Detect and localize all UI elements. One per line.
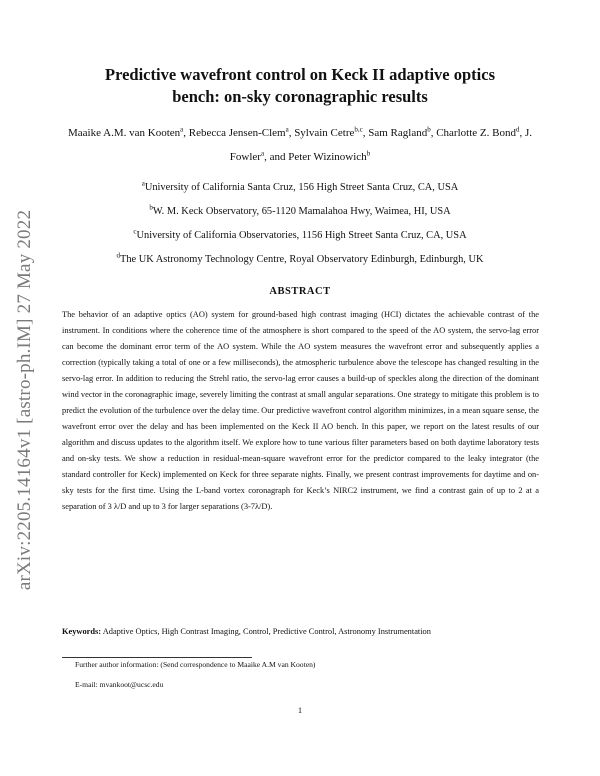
footnote-rule (62, 657, 252, 658)
author: Maaike A.M. van Kooten$^a$ (68, 125, 184, 139)
page-number: 1 (297, 705, 303, 715)
title-line-2: bench: on-sky coronagraphic results (172, 87, 428, 106)
keywords (62, 624, 539, 640)
arxiv-sidebar (10, 190, 40, 610)
arxiv-identifier: arXiv:2205.14164v1 [astro-ph.IM] 27 May 2022 (14, 209, 35, 591)
abstract-heading: ABSTRACT (269, 286, 331, 297)
title-line-1: Predictive wavefront control on Keck II adaptive optics (104, 65, 495, 84)
keywords-text: Adaptive Optics, High Contrast Imaging, Control, Predictive Control, Astronomy Instrumentation (102, 627, 431, 636)
author-list: Maaike A.M. van Kooten$^a$, Rebecca Jensen-Clem$^a$, Sylvain Cetre$^{b,c}$, Sam Ragland$^b$, Charlotte Z. Bond$^d$, J. Fowler$^a$, and Peter Wizinowich$^b$ (68, 125, 532, 163)
author: Sam Ragland$^b$ (368, 125, 431, 139)
paper-title (60, 64, 540, 108)
author: Charlotte Z. Bond$^d$ (436, 125, 520, 139)
author: J. Fowler$^a$ (229, 127, 532, 163)
affiliation-list (60, 176, 540, 272)
abstract-body: The behavior of an adaptive optics (AO) system for ground-based high contrast imaging (HCI) dictates the achievable contrast of the instrument. In conditions where the coherence time of the atmosphere is short compared to the speed of the AO system, the servo-lag error can become the dominant error term of the AO system. While the AO system measures the wavefront error and subsequently applies a correction (typically taking a total of one or a few milliseconds), the atmospheric turbulence above the telescope has changed resulting in the servo-lag error. In addition to reducing the Strehl ratio, the servo-lag error causes a build-up of speckles along the direction of the dominant wind vector in the coronagraphic image, severely limiting the contrast at small angular separations. One strategy to mitigate this problem is to predict the evolution of the turbulence over the delay time. Our predictive wavefront control algorithm minimizes, in a mean square sense, the wavefront error over the delay and has been implemented on the Keck II AO bench. In this paper, we report on the latest results of our algorithm and discuss updates to the algorithm itself. We explore how to tune various filter parameters based on both daytime laboratory tests and on-sky tests. We show a reduction in residual-mean-square wavefront error for the predictor compared to the leaky integrator (the standard controller for Keck) implemented on Keck for three separate nights. Finally, we present contrast improvements for daytime and on-sky tests for the first time. Using the L-band vortex coronagraph for Keck’s NIRC2 instrument, we find a contrast gain of up to 2 at a separation of 3 λ/D and up to 3 for larger separations (3-7λ/D). (62, 310, 539, 511)
affiliation: $^a$University of California Santa Cruz, 156 High Street Santa Cruz, CA, USA (141, 179, 459, 193)
keywords-label: Keywords: (62, 627, 102, 636)
affiliation: $^b$W. M. Keck Observatory, 65-1120 Mamalahoa Hwy, Waimea, HI, USA (149, 203, 451, 217)
author: Peter Wizinowich$^b$ (288, 149, 371, 163)
affiliation: $^c$University of California Observatories, 1156 High Street Santa Cruz, CA, USA (133, 227, 467, 241)
affiliation: $^d$The UK Astronomy Technology Centre, Royal Observatory Edinburgh, Edinburgh, UK (116, 251, 484, 265)
author: Rebecca Jensen-Clem$^a$ (188, 125, 289, 139)
footnote-email: E-mail: mvankoot@ucsc.edu (75, 680, 164, 689)
author: Sylvain Cetre$^{b,c}$ (294, 125, 363, 139)
footnote-author-info: Further author information: (Send correspondence to Maaike A.M van Kooten) (75, 660, 316, 669)
